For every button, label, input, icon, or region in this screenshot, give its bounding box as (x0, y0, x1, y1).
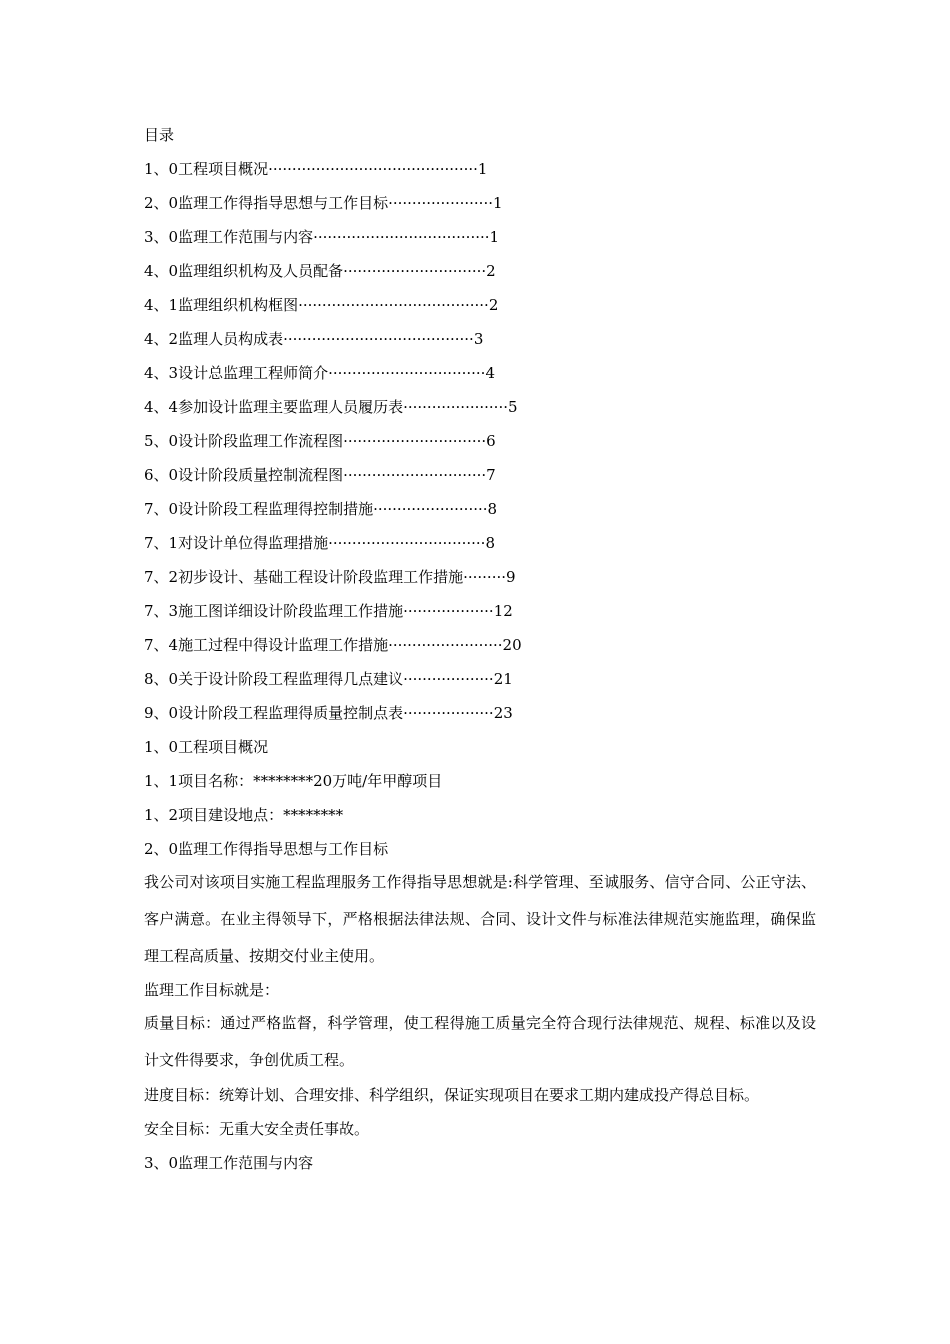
toc-entry-text: 6、0设计阶段质量控制流程图 (144, 466, 344, 484)
toc-entry-text: 1、0工程项目概况 (144, 160, 269, 178)
toc-entry-text: 7、2初步设计、基础工程设计阶段监理工作措施 (144, 568, 464, 586)
section2-heading: 2、0监理工作得指导思想与工作目标 (144, 840, 389, 858)
schedule-goal-paragraph: 进度目标：统筹计划、合理安排、科学组织，保证实现项目在要求工期内建成投产得总目标。 (144, 1086, 760, 1104)
toc-entry-text: 4、2监理人员构成表 (144, 330, 284, 348)
project-name-item: 1、1项目名称：********20万吨/年甲醇项目 (144, 772, 443, 790)
toc-entry[interactable] (144, 628, 816, 662)
toc-entry[interactable] (144, 254, 816, 288)
toc-entry-text: 3、0监理工作范围与内容 (144, 228, 314, 246)
toc-entry-text: 7、3施工图详细设计阶段监理工作措施 (144, 602, 404, 620)
toc-entry-page: 4 (485, 364, 495, 382)
toc-entry-leader: ························ (388, 636, 503, 654)
toc-entry-page: 6 (486, 432, 496, 450)
goals-intro: 监理工作目标就是： (144, 981, 280, 999)
toc-entry[interactable] (144, 390, 816, 424)
toc-entry-page: 20 (502, 636, 522, 654)
toc-entry-page: 2 (488, 296, 499, 314)
toc-entry-text: 4、3设计总监理工程师简介 (144, 364, 329, 382)
toc-entry[interactable] (144, 220, 816, 254)
toc-entry-page: 1 (477, 160, 488, 178)
toc-entry-leader: ········································ (283, 330, 474, 348)
toc-entry-leader: ··················· (403, 670, 494, 688)
toc-entry-page: 12 (493, 602, 513, 620)
quality-goal-paragraph: 质量目标：通过严格监督，科学管理，使工程得施工质量完全符合现行法律规范、规程、标准以及设计文件得要求，争创优质工程。 (144, 1014, 816, 1069)
toc-title: 目录 (144, 126, 175, 144)
toc-entry-text: 4、1监理组织机构框图 (144, 296, 299, 314)
toc-list (144, 152, 816, 730)
toc-entry[interactable] (144, 662, 816, 696)
guiding-principle-paragraph: 我公司对该项目实施工程监理服务工作得指导思想就是:科学管理、至诚服务、信守合同、公正守法、客户满意。在业主得领导下，严格根据法律法规、合同、设计文件与标准法律规范实施监理，确保监理工程高质量、按期交付业主使用。 (144, 873, 816, 965)
toc-entry[interactable] (144, 186, 816, 220)
toc-entry-leader: ········· (463, 568, 507, 586)
toc-entry-leader: ································· (328, 364, 486, 382)
toc-entry[interactable] (144, 560, 816, 594)
toc-entry-leader: ························ (373, 500, 488, 518)
toc-entry[interactable] (144, 152, 816, 186)
toc-entry-leader: ··················· (403, 602, 494, 620)
toc-entry-text: 4、0监理组织机构及人员配备 (144, 262, 344, 280)
toc-entry-leader: ······························ (343, 262, 487, 280)
toc-entry-leader: ··················· (403, 704, 494, 722)
safety-goal: 安全目标：无重大安全责任事故。 (144, 1120, 370, 1138)
toc-entry[interactable] (144, 594, 816, 628)
toc-entry-page: 23 (493, 704, 513, 722)
toc-entry-text: 4、4参加设计监理主要监理人员履历表 (144, 398, 404, 416)
toc-entry-leader: ······························ (343, 466, 487, 484)
document-page (144, 118, 816, 1180)
toc-entry-text: 7、0设计阶段工程监理得控制措施 (144, 500, 374, 518)
toc-entry-page: 3 (473, 330, 484, 348)
toc-entry[interactable] (144, 696, 816, 730)
toc-entry-page: 7 (486, 466, 496, 484)
toc-entry-page: 21 (493, 670, 513, 688)
toc-entry-text: 2、0监理工作得指导思想与工作目标 (144, 194, 389, 212)
toc-entry-text: 8、0关于设计阶段工程监理得几点建议 (144, 670, 404, 688)
toc-entry[interactable] (144, 526, 816, 560)
toc-entry-leader: ············································ (268, 160, 478, 178)
toc-entry[interactable] (144, 356, 816, 390)
toc-entry-page: 1 (493, 194, 503, 212)
toc-entry-leader: ······················ (388, 194, 493, 212)
toc-entry-leader: ····································· (313, 228, 490, 246)
toc-entry-page: 8 (485, 534, 495, 552)
toc-entry-leader: ································· (328, 534, 486, 552)
toc-entry-page: 1 (489, 228, 500, 246)
section1-heading: 1、0工程项目概况 (144, 738, 269, 756)
toc-entry[interactable] (144, 424, 816, 458)
toc-entry-text: 7、4施工过程中得设计监理工作措施 (144, 636, 389, 654)
toc-entry-leader: ········································ (298, 296, 489, 314)
section3-heading: 3、0监理工作范围与内容 (144, 1154, 314, 1172)
toc-entry-page: 2 (486, 262, 496, 280)
toc-entry-page: 8 (487, 500, 498, 518)
toc-entry[interactable] (144, 288, 816, 322)
toc-entry-leader: ······························ (343, 432, 487, 450)
toc-entry-text: 7、1对设计单位得监理措施 (144, 534, 329, 552)
toc-entry-page: 9 (506, 568, 516, 586)
toc-entry-text: 5、0设计阶段监理工作流程图 (144, 432, 344, 450)
toc-entry[interactable] (144, 322, 816, 356)
toc-entry[interactable] (144, 458, 816, 492)
toc-entry-page: 5 (508, 398, 518, 416)
toc-entry[interactable] (144, 492, 816, 526)
toc-entry-text: 9、0设计阶段工程监理得质量控制点表 (144, 704, 404, 722)
toc-entry-leader: ······················ (403, 398, 508, 416)
project-location-item: 1、2项目建设地点：******** (144, 806, 344, 824)
